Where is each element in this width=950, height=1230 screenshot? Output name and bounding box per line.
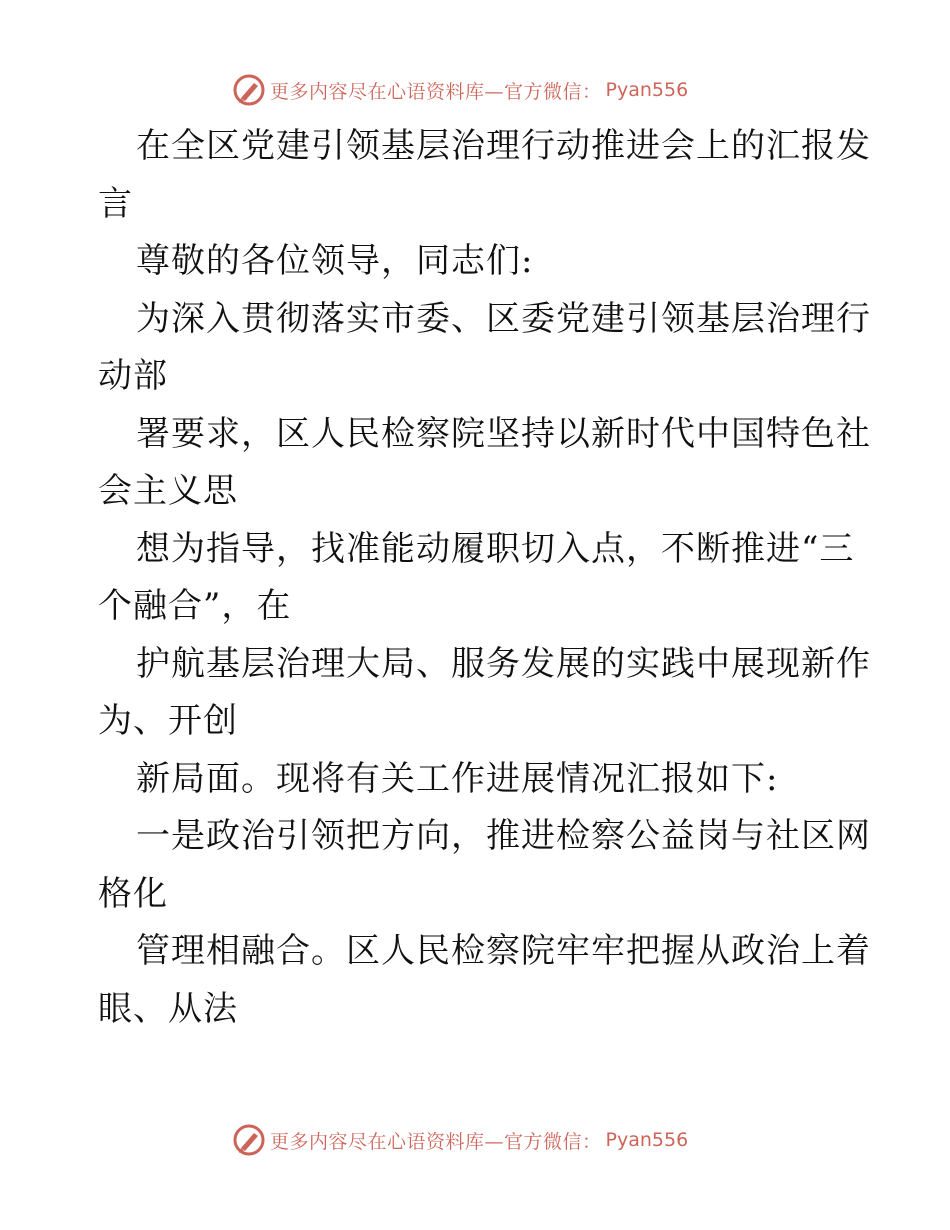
footer-watermark bbox=[232, 1122, 712, 1158]
body-line: 为、开创 bbox=[98, 701, 238, 741]
body-line: 个融合”，在 bbox=[98, 586, 292, 626]
body-line: 一是政治引领把方向，推进检察公益岗与社区网 bbox=[136, 816, 871, 856]
body-line: 新局面。现将有关工作进展情况汇报如下: bbox=[136, 758, 779, 799]
body-line: 动部 bbox=[98, 356, 168, 396]
watermark-text: 更多内容尽在心语资料库—官方微信： bbox=[270, 1130, 602, 1153]
body-line: 护航基层治理大局、服务发展的实践中展现新作 bbox=[136, 643, 871, 684]
body-line: 想为指导，找准能动履职切入点，不断推进“三 bbox=[136, 528, 855, 569]
document-body bbox=[98, 118, 871, 1038]
body-line: 管理相融合。区人民检察院牢牢把握从政治上着 bbox=[136, 931, 871, 971]
salutation: 尊敬的各位领导，同志们: bbox=[136, 241, 534, 281]
title-line: 在全区党建引领基层治理行动推进会上的汇报发 bbox=[136, 126, 871, 166]
title-line: 言 bbox=[98, 183, 133, 224]
watermark-account: Pyan556 bbox=[605, 1129, 689, 1151]
body-line: 为深入贯彻落实市委、区委党建引领基层治理行 bbox=[136, 298, 871, 339]
pen-seal-icon bbox=[232, 73, 266, 107]
body-line: 格化 bbox=[98, 873, 168, 914]
watermark-account: Pyan556 bbox=[605, 79, 689, 101]
header-watermark bbox=[232, 72, 712, 108]
body-line: 会主义思 bbox=[98, 471, 238, 511]
watermark-text: 更多内容尽在心语资料库—官方微信： bbox=[270, 80, 602, 103]
body-line: 署要求，区人民检察院坚持以新时代中国特色社 bbox=[136, 413, 871, 454]
pen-seal-icon bbox=[232, 1123, 266, 1157]
body-line: 眼、从法 bbox=[98, 988, 238, 1029]
